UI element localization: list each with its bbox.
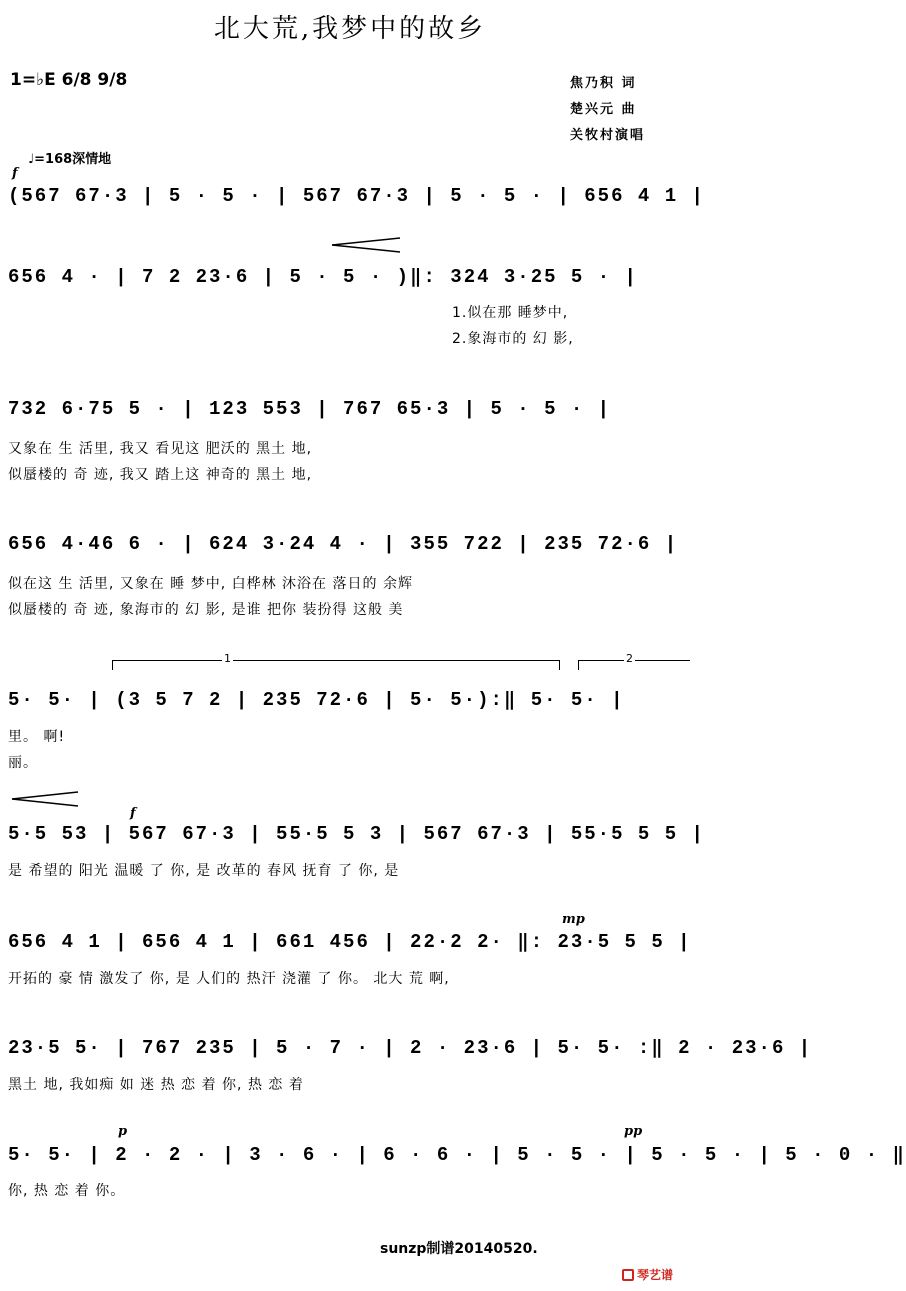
lyric-line-5b: 丽。 <box>8 755 38 771</box>
dynamic-forte-2: f <box>130 806 136 821</box>
score-line-4: 656 4·46 6 · | 624 3·24 4 · | 355 722 | 235 72·6 | <box>8 533 679 555</box>
lyric-line-8: 黑土 地, 我如痴 如 迷 热 恋 着 你, 热 恋 着 <box>8 1077 304 1093</box>
transcriber-credit: sunzp制谱20140520. <box>380 1241 538 1257</box>
dynamic-pianissimo: pp <box>624 1124 643 1139</box>
performer-credit: 关牧村演唱 <box>570 128 646 143</box>
lyric-verse-1: 1.似在那 睡梦中, <box>452 305 569 321</box>
volta-bracket-1-right <box>559 660 560 670</box>
brand-name: 琴艺谱 <box>637 1268 674 1282</box>
tempo-marking: ♩=168深情地 <box>28 152 112 167</box>
crescendo-mark <box>10 790 80 808</box>
volta-bracket-2-left <box>578 660 579 670</box>
lyric-line-7: 开拓的 豪 情 激发了 你, 是 人们的 热汗 浇灌 了 你。 北大 荒 啊, <box>8 971 450 987</box>
key-signature: 1=♭E 6/8 9/8 <box>10 70 128 90</box>
lyric-verse-2: 2.象海市的 幻 影, <box>452 331 574 347</box>
score-line-7: 656 4 1 | 656 4 1 | 661 456 | 22·2 2· ‖: 23·5 5 5 | <box>8 931 692 953</box>
volta-bracket-1 <box>112 660 560 661</box>
dynamic-piano: p <box>118 1124 128 1139</box>
lyric-line-4b: 似蜃楼的 奇 迹, 象海市的 幻 影, 是谁 把你 装扮得 这般 美 <box>8 602 404 618</box>
dynamic-forte: f <box>12 166 18 181</box>
lyric-line-5a: 里。 啊! <box>8 729 66 745</box>
score-line-6: 5·5 53 | 567 67·3 | 55·5 5 3 | 567 67·3 | 55·5 5 5 | <box>8 823 705 845</box>
score-line-2: 656 4 · | 7 2 23·6 | 5 · 5 · )‖: 324 3·25 5 · | <box>8 266 638 288</box>
brand-icon <box>622 1269 634 1281</box>
brand-logo <box>622 1266 673 1283</box>
lyric-line-6: 是 希望的 阳光 温暖 了 你, 是 改革的 春风 抚育 了 你, 是 <box>8 863 400 879</box>
dynamic-mezzo-piano: mp <box>562 912 585 927</box>
score-line-5: 5· 5· | (3 5 7 2 | 235 72·6 | 5· 5·):‖ 5· 5· | <box>8 689 625 711</box>
composer-credit: 楚兴元 曲 <box>570 102 637 117</box>
decrescendo-mark <box>330 236 402 254</box>
lyric-line-4a: 似在这 生 活里, 又象在 睡 梦中, 白桦林 沐浴在 落日的 余辉 <box>8 576 413 592</box>
volta-label-1: 1 <box>224 652 231 665</box>
score-line-3: 732 6·75 5 · | 123 553 | 767 65·3 | 5 · 5 · | <box>8 398 612 420</box>
page-title: 北大荒,我梦中的故乡 <box>213 14 487 44</box>
lyric-line-3a: 又象在 生 活里, 我又 看见这 肥沃的 黑土 地, <box>8 441 313 457</box>
lyric-line-9: 你, 热 恋 着 你。 <box>8 1183 126 1199</box>
volta-label-2: 2 <box>626 652 633 665</box>
lyricist-credit: 焦乃积 词 <box>570 76 637 91</box>
score-line-8: 23·5 5· | 767 235 | 5 · 7 · | 2 · 23·6 | 5· 5· :‖ 2 · 23·6 | <box>8 1037 813 1059</box>
score-line-1: (567 67·3 | 5 · 5 · | 567 67·3 | 5 · 5 · | 656 4 1 | <box>8 185 705 207</box>
volta-bracket-1-left <box>112 660 113 670</box>
lyric-line-3b: 似蜃楼的 奇 迹, 我又 踏上这 神奇的 黑土 地, <box>8 467 313 483</box>
score-line-9: 5· 5· | 2 · 2 · | 3 · 6 · | 6 · 6 · | 5 · 5 · | 5 · 5 · | 5 · 0 · ‖ <box>8 1144 906 1166</box>
